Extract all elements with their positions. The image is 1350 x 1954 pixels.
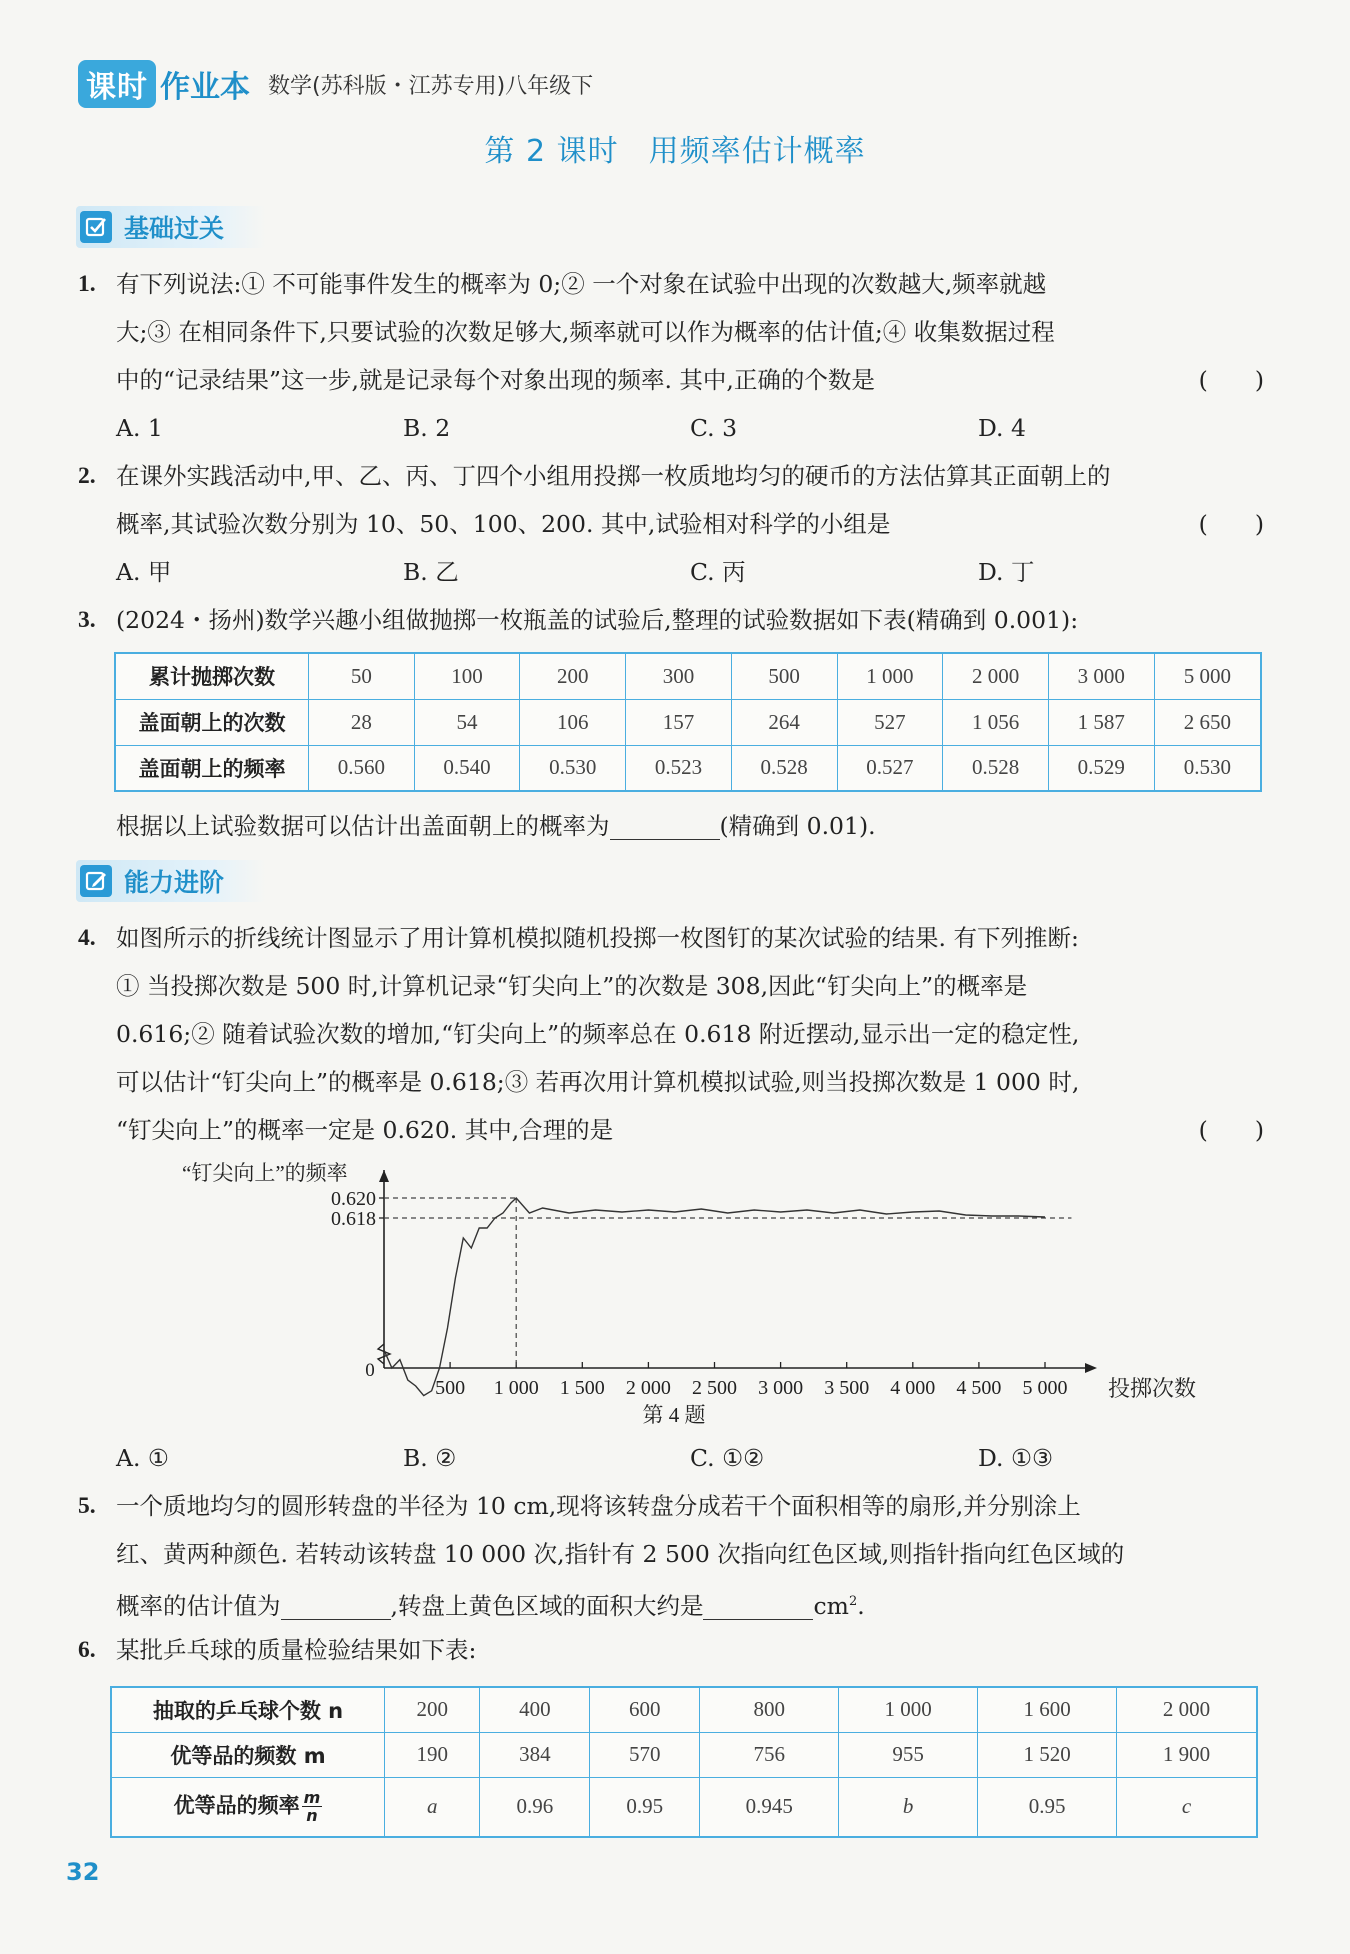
q1-line-1: 有下列说法:① 不可能事件发生的概率为 0;② 一个对象在试验中出现的次数越大,频率就越 — [116, 270, 1047, 298]
q3-table — [114, 652, 1262, 792]
table-header: 盖面朝上的频率 — [115, 745, 309, 791]
table-cell: 200 — [520, 653, 626, 699]
question-number: 1. — [78, 271, 96, 297]
checkbox-icon — [80, 211, 112, 243]
section-advanced — [76, 860, 266, 902]
x-tick-label: 4 000 — [890, 1377, 936, 1399]
table-cell: 106 — [520, 699, 626, 745]
table-cell: 54 — [414, 699, 520, 745]
q4-line-5: “钉尖向上”的概率一定是 0.620. 其中,合理的是 — [116, 1116, 614, 1144]
x-tick-label: 1 000 — [493, 1377, 539, 1399]
table-row — [115, 699, 1261, 745]
x-tick-label: 3 500 — [824, 1377, 870, 1399]
q6-line-1: 某批乒乓球的质量检验结果如下表: — [116, 1636, 477, 1664]
table-header: 盖面朝上的次数 — [115, 699, 309, 745]
table-cell: 0.530 — [520, 745, 626, 791]
table-cell: 0.528 — [731, 745, 837, 791]
table-cell: 800 — [700, 1687, 839, 1732]
table-cell: 0.530 — [1154, 745, 1261, 791]
q2-option-d[interactable]: D. 丁 — [978, 558, 1035, 586]
table-cell: 955 — [839, 1732, 978, 1777]
table-cell: 5 000 — [1154, 653, 1261, 699]
answer-blank[interactable] — [281, 1589, 391, 1620]
q1-option-a[interactable]: A. 1 — [116, 414, 163, 442]
x-tick-label: 1 500 — [559, 1377, 605, 1399]
section-basic — [76, 206, 266, 248]
question-4 — [78, 914, 1264, 1154]
table-header: 累计抛掷次数 — [115, 653, 309, 699]
y-tick-label: 0.618 — [331, 1208, 376, 1230]
table-cell: 527 — [837, 699, 943, 745]
q5-line-1: 一个质地均匀的圆形转盘的半径为 10 cm,现将该转盘分成若干个面积相等的扇形,并分别涂上 — [116, 1492, 1081, 1520]
table-cell: 1 587 — [1048, 699, 1154, 745]
answer-bracket[interactable]: ( ) — [1198, 510, 1264, 538]
table-header: 优等品的频数 m — [111, 1732, 385, 1777]
table-cell: 384 — [480, 1732, 590, 1777]
pencil-icon — [80, 865, 112, 897]
y-axis-arrow — [379, 1170, 389, 1182]
table-cell: 50 — [309, 653, 415, 699]
q4-options — [116, 1434, 1266, 1482]
x-tick-label: 4 500 — [956, 1377, 1002, 1399]
question-3 — [78, 596, 1264, 644]
q2-option-a[interactable]: A. 甲 — [116, 558, 172, 586]
table-cell: 2 000 — [943, 653, 1049, 699]
x-tick-label: 2 000 — [625, 1377, 671, 1399]
y-axis-label: “钉尖向上”的频率 — [182, 1161, 348, 1185]
q3-after-text: 根据以上试验数据可以估计出盖面朝上的概率为 — [116, 812, 610, 840]
x-tick-label: 2 500 — [692, 1377, 737, 1399]
table-cell: 3 000 — [1048, 653, 1154, 699]
y-tick-label: 0.620 — [331, 1188, 376, 1210]
table-cell: 400 — [480, 1687, 590, 1732]
x-tick-label: 500 — [435, 1377, 466, 1399]
q4-option-a[interactable]: A. ① — [116, 1444, 169, 1472]
answer-bracket[interactable]: ( ) — [1198, 1116, 1264, 1144]
q3-fill-line — [78, 802, 1264, 850]
origin-label: 0 — [365, 1360, 375, 1381]
q4-option-d[interactable]: D. ①③ — [978, 1444, 1054, 1472]
table-cell: 300 — [626, 653, 732, 699]
table-row — [111, 1687, 1257, 1732]
q5-line-3b: ,转盘上黄色区域的面积大约是 — [390, 1591, 704, 1620]
question-6 — [78, 1626, 1264, 1674]
table-cell: 1 600 — [978, 1687, 1117, 1732]
fraction-numerator: m — [303, 1788, 321, 1808]
table-cell: 2 650 — [1154, 699, 1261, 745]
question-number: 2. — [78, 463, 96, 489]
q4-line-1: 如图所示的折线统计图显示了用计算机模拟随机投掷一枚图钉的某次试验的结果. 有下列推断: — [116, 924, 1079, 952]
q2-option-c[interactable]: C. 丙 — [690, 558, 746, 586]
q4-option-b[interactable]: B. ② — [403, 1444, 457, 1472]
table-cell: 0.945 — [700, 1777, 839, 1837]
table-cell: 28 — [309, 699, 415, 745]
table-cell: 264 — [731, 699, 837, 745]
table-header: 抽取的乒乓球个数 n — [111, 1687, 385, 1732]
brand-name: 作业本 — [160, 70, 250, 105]
q1-line-2: 大;③ 在相同条件下,只要试验的次数足够大,频率就可以作为概率的估计值;④ 收集数据过程 — [116, 318, 1055, 346]
table-cell: 570 — [590, 1732, 700, 1777]
frequency-line-chart — [0, 1150, 1350, 1440]
table-cell: 1 056 — [943, 699, 1049, 745]
q1-option-b[interactable]: B. 2 — [403, 414, 451, 442]
q1-options — [116, 404, 1266, 452]
q5-unit: cm — [813, 1591, 849, 1620]
section-label: 能力进阶 — [124, 868, 225, 897]
x-axis-arrow — [1085, 1363, 1097, 1373]
x-axis-label: 投掷次数 — [1108, 1376, 1197, 1401]
question-number: 6. — [78, 1637, 96, 1663]
table-cell: c — [1117, 1777, 1257, 1837]
table-cell: 0.96 — [480, 1777, 590, 1837]
table-cell: 200 — [385, 1687, 480, 1732]
q5-line-3a: 概率的估计值为 — [116, 1591, 281, 1620]
table-cell: 0.527 — [837, 745, 943, 791]
q3-line-1: (2024・扬州)数学兴趣小组做抛掷一枚瓶盖的试验后,整理的试验数据如下表(精确到 0.001): — [116, 606, 1079, 634]
table-cell: 0.560 — [309, 745, 415, 791]
answer-blank[interactable] — [703, 1589, 813, 1620]
table-cell: b — [839, 1777, 978, 1837]
table-cell: 500 — [731, 653, 837, 699]
section-label: 基础过关 — [124, 214, 225, 243]
q2-options — [116, 548, 1266, 596]
x-tick-label: 3 000 — [758, 1377, 804, 1399]
table-cell: 100 — [414, 653, 520, 699]
q1-option-d[interactable]: D. 4 — [978, 414, 1026, 442]
table-cell: 756 — [700, 1732, 839, 1777]
table-header — [111, 1777, 385, 1837]
subject-line: 数学(苏科版・江苏专用)八年级下 — [268, 73, 594, 99]
q2-line-2: 概率,其试验次数分别为 10、50、100、200. 其中,试验相对科学的小组是 — [116, 510, 891, 538]
answer-bracket[interactable]: ( ) — [1198, 366, 1264, 394]
table-cell: 1 000 — [839, 1687, 978, 1732]
q5-unit-exponent: 2 — [848, 1594, 858, 1609]
q1-option-c[interactable]: C. 3 — [690, 414, 738, 442]
table-row — [111, 1777, 1257, 1837]
q6-table — [110, 1686, 1258, 1838]
table-cell: a — [385, 1777, 480, 1837]
header-brand — [78, 60, 593, 108]
frequency-header-text: 优等品的频率 — [173, 1793, 300, 1818]
table-cell: 1 000 — [837, 653, 943, 699]
table-cell: 190 — [385, 1732, 480, 1777]
question-5 — [78, 1482, 1264, 1630]
table-cell: 0.95 — [590, 1777, 700, 1837]
table-cell: 600 — [590, 1687, 700, 1732]
table-cell: 0.523 — [626, 745, 732, 791]
table-cell: 0.95 — [978, 1777, 1117, 1837]
q3-after-text-end: (精确到 0.01). — [719, 812, 876, 840]
page-number: 32 — [66, 1858, 100, 1886]
table-cell: 0.540 — [414, 745, 520, 791]
table-row — [115, 745, 1261, 791]
table-cell: 1 900 — [1117, 1732, 1257, 1777]
q4-line-3: 0.616;② 随着试验次数的增加,“钉尖向上”的频率总在 0.618 附近摆动,显示出一定的稳定性, — [116, 1020, 1080, 1048]
fraction-denominator: n — [306, 1806, 318, 1826]
question-1 — [78, 260, 1264, 404]
table-cell: 157 — [626, 699, 732, 745]
table-cell: 0.529 — [1048, 745, 1154, 791]
table-row — [115, 653, 1261, 699]
question-number: 4. — [78, 925, 96, 951]
table-cell: 2 000 — [1117, 1687, 1257, 1732]
q4-option-c[interactable]: C. ①② — [690, 1444, 765, 1472]
q5-line-end: . — [857, 1591, 865, 1620]
q4-line-4: 可以估计“钉尖向上”的概率是 0.618;③ 若再次用计算机模拟试验,则当投掷次数是 1 000 时, — [116, 1068, 1080, 1096]
q4-line-2: ① 当投掷次数是 500 时,计算机记录“钉尖向上”的次数是 308,因此“钉尖向上”的概率是 — [116, 972, 1028, 1000]
answer-blank[interactable] — [610, 809, 720, 840]
fraction-m-over-n — [302, 1789, 323, 1824]
lesson-title — [0, 126, 1350, 170]
question-number: 3. — [78, 607, 96, 633]
lesson-number: 第 2 课时 — [484, 134, 619, 169]
x-tick-label: 5 000 — [1022, 1377, 1068, 1399]
table-cell: 0.528 — [943, 745, 1049, 791]
q2-line-1: 在课外实践活动中,甲、乙、丙、丁四个小组用投掷一枚质地均匀的硬币的方法估算其正面朝上的 — [116, 462, 1111, 490]
table-row — [111, 1732, 1257, 1777]
question-2 — [78, 452, 1264, 548]
question-number: 5. — [78, 1493, 96, 1519]
q5-line-2: 红、黄两种颜色. 若转动该转盘 10 000 次,指针有 2 500 次指向红色区域,则指针指向红色区域的 — [116, 1540, 1125, 1568]
chart-caption: 第 4 题 — [642, 1403, 706, 1427]
brand-logo: 课时 — [78, 60, 156, 108]
lesson-name: 用频率估计概率 — [648, 134, 866, 169]
q1-line-3: 中的“记录结果”这一步,就是记录每个对象出现的频率. 其中,正确的个数是 — [116, 366, 875, 394]
q2-option-b[interactable]: B. 乙 — [403, 558, 459, 586]
table-cell: 1 520 — [978, 1732, 1117, 1777]
